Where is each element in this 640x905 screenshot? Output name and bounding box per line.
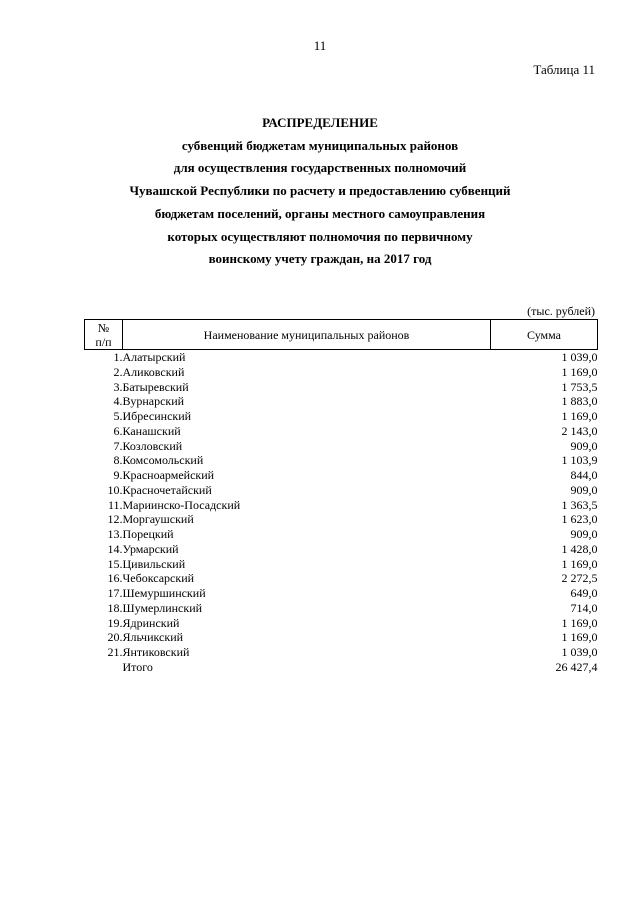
- table-row: [85, 424, 598, 439]
- row-sum: 1 169,0: [561, 556, 598, 571]
- title-line: воинскому учету граждан, на 2017 год: [208, 251, 432, 267]
- row-number: 2.: [113, 364, 123, 379]
- table-row: [85, 645, 598, 660]
- row-district-name: Шемуршинский: [122, 586, 206, 600]
- row-district-name: Яльчикский: [122, 630, 184, 645]
- table-row: [85, 394, 598, 409]
- row-district-name: Аликовский: [122, 364, 185, 379]
- row-number: 17.: [107, 586, 123, 600]
- row-district-name: Алатырский: [122, 350, 186, 364]
- page-number: 11: [313, 38, 327, 53]
- row-district-name: Урмарский: [122, 541, 179, 556]
- row-sum: 844,0: [570, 468, 598, 482]
- row-sum: 2 143,0: [561, 423, 598, 438]
- row-number: 21.: [107, 645, 123, 659]
- row-district-name: Шумерлинский: [122, 600, 203, 615]
- table-row: [85, 512, 598, 527]
- table-row: [85, 601, 598, 616]
- row-district-name: Козловский: [122, 438, 183, 453]
- row-number: 20.: [107, 630, 123, 645]
- row-sum: 1 363,5: [561, 497, 598, 512]
- table-row: [85, 571, 598, 586]
- row-sum: 1 169,0: [561, 630, 598, 645]
- header-name: Наименование муниципальных районов: [123, 320, 491, 350]
- table-label: Таблица 11: [533, 62, 595, 77]
- row-number: 6.: [113, 423, 123, 438]
- total-sum: 26 427,4: [555, 659, 598, 674]
- row-number: 11.: [107, 497, 123, 512]
- row-sum: 909,0: [570, 482, 598, 497]
- distribution-table: [84, 319, 598, 675]
- title-line: Чувашской Республики по расчету и предоставлению субвенций: [129, 183, 511, 199]
- row-district-name: Вурнарский: [122, 394, 185, 409]
- row-number: 9.: [113, 468, 123, 482]
- total-row: [85, 660, 598, 675]
- row-sum: 1 753,5: [561, 379, 598, 394]
- table-row: [85, 542, 598, 557]
- table-header-row: [85, 320, 598, 350]
- row-district-name: Порецкий: [122, 527, 174, 541]
- row-number: 15.: [107, 556, 123, 571]
- row-sum: 1 169,0: [561, 409, 598, 423]
- row-district-name: Чебоксарский: [122, 571, 195, 586]
- document-title: [60, 112, 580, 271]
- header-number: [85, 320, 123, 350]
- row-sum: 1 883,0: [561, 394, 598, 409]
- table-row: [85, 409, 598, 424]
- table-row: [85, 365, 598, 380]
- row-sum: 1 039,0: [561, 350, 598, 364]
- table-row: [85, 527, 598, 542]
- table-row: [85, 616, 598, 631]
- table-row: [85, 453, 598, 468]
- table-row: [85, 498, 598, 513]
- header-sum: Сумма: [491, 320, 598, 350]
- table-row: [85, 586, 598, 601]
- row-district-name: Мариинско-Посадский: [122, 497, 241, 512]
- table-row: [85, 630, 598, 645]
- row-sum: 1 169,0: [561, 615, 598, 630]
- row-district-name: Цивильский: [122, 556, 186, 571]
- row-number: 4.: [113, 394, 123, 409]
- row-district-name: Ядринский: [122, 615, 180, 630]
- row-number: 13.: [107, 527, 123, 541]
- row-sum: 909,0: [570, 438, 598, 453]
- table-row: [85, 468, 598, 483]
- row-sum: 909,0: [570, 527, 598, 541]
- total-label: Итого: [122, 659, 153, 674]
- row-district-name: Комсомольский: [122, 453, 204, 468]
- title-line: которых осуществляют полномочия по первичному: [167, 228, 473, 244]
- row-district-name: Янтиковский: [122, 645, 190, 659]
- row-number: 14.: [107, 541, 123, 556]
- row-number: 8.: [113, 453, 123, 468]
- total-spacer: [85, 660, 123, 675]
- row-district-name: Ибресинский: [122, 409, 192, 423]
- row-sum: 1 428,0: [561, 541, 598, 556]
- row-sum: 1 103,9: [561, 453, 598, 468]
- row-sum: 714,0: [570, 600, 598, 615]
- row-district-name: Канашский: [122, 423, 181, 438]
- table-row: [85, 557, 598, 572]
- row-number: 3.: [113, 379, 123, 394]
- title-line: бюджетам поселений, органы местного самоуправления: [154, 205, 486, 221]
- row-district-name: Красноармейский: [122, 468, 215, 482]
- row-district-name: Батыревский: [122, 379, 189, 394]
- title-line: РАСПРЕДЕЛЕНИЕ: [262, 115, 378, 130]
- title-line: для осуществления государственных полномочий: [173, 160, 467, 176]
- title-line: субвенций бюджетам муниципальных районов: [181, 137, 459, 153]
- row-sum: 1 039,0: [561, 645, 598, 659]
- row-number: 5.: [113, 409, 123, 423]
- table-row: [85, 439, 598, 454]
- table-row: [85, 380, 598, 395]
- header-number-symbol: №: [97, 320, 110, 335]
- row-number: 10.: [107, 482, 123, 497]
- header-number-abbrev: п/п: [95, 334, 112, 349]
- row-number: 12.: [107, 512, 123, 527]
- row-district-name: Моргаушский: [122, 512, 194, 527]
- row-number: 1.: [113, 350, 123, 364]
- table-row: [85, 350, 598, 365]
- row-sum: 1 169,0: [561, 364, 598, 379]
- row-sum: 2 272,5: [561, 571, 598, 586]
- table-row: [85, 483, 598, 498]
- units-label: (тыс. рублей): [527, 304, 595, 318]
- row-sum: 649,0: [570, 586, 598, 600]
- row-district-name: Красночетайский: [122, 482, 212, 497]
- row-number: 7.: [113, 438, 123, 453]
- row-number: 16.: [107, 571, 123, 586]
- row-number: 19.: [107, 615, 123, 630]
- row-sum: 1 623,0: [561, 512, 598, 527]
- row-number: 18.: [107, 600, 123, 615]
